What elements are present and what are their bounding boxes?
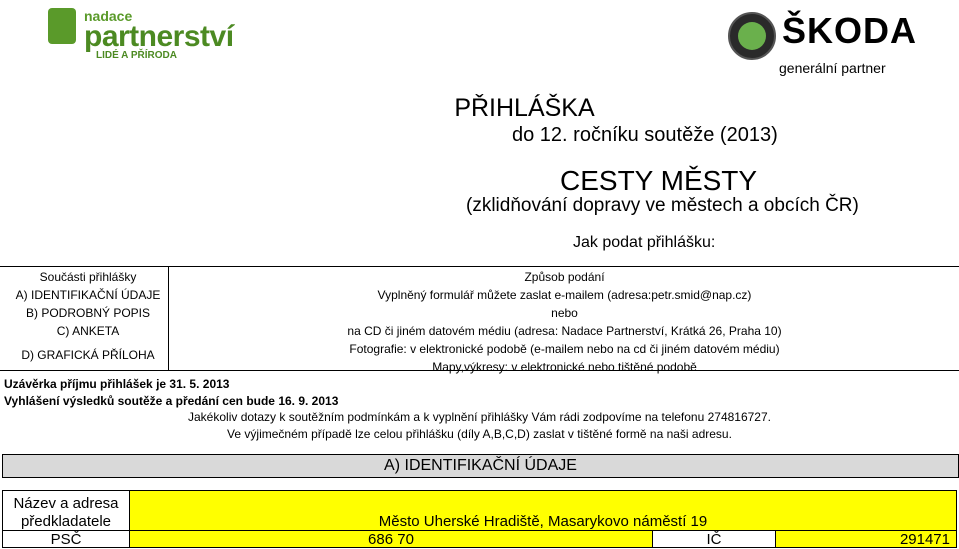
parts-column-header: Součásti přihlášky	[39, 270, 137, 284]
page-subtitle: do 12. ročníku soutěže (2013)	[512, 124, 778, 146]
psc-label: PSČ	[50, 531, 82, 548]
skoda-logo	[728, 8, 928, 60]
results-text: Vyhlášení výsledků soutěže a předání cen bude 16. 9. 2013	[4, 394, 339, 408]
part-c-label: C) ANKETA	[56, 324, 120, 338]
part-b-label: B) PODROBNÝ POPIS	[25, 306, 151, 320]
section-banner	[2, 454, 959, 478]
logo-big-text: partnerství	[84, 20, 234, 53]
name-address-label-line1: Název a adresa	[13, 495, 119, 512]
ic-label-cell	[652, 530, 776, 548]
skoda-emblem-icon	[728, 12, 776, 60]
partner-label: generální partner	[779, 60, 886, 76]
contest-title: CESTY MĚSTY	[560, 165, 758, 196]
part-a-method: Vyplněný formulář můžete zaslat e-mailem (adresa:petr.smid@nap.cz)	[377, 288, 752, 302]
part-d-label: D) GRAFICKÁ PŘÍLOHA	[21, 348, 155, 362]
part-c-method: na CD či jiném datovém médiu (adresa: Nadace Partnerství, Krátká 26, Praha 10)	[347, 324, 782, 338]
name-address-value: Město Uherské Hradiště, Masarykovo náměstí 19	[378, 513, 708, 530]
page-title: PŘIHLÁŠKA	[454, 94, 595, 122]
logo-tagline: LIDÉ A PŘÍRODA	[96, 50, 177, 61]
name-address-label-cell	[2, 490, 130, 531]
ic-value: 291471	[899, 531, 950, 548]
ic-label: IČ	[706, 531, 722, 548]
skoda-wordmark: ŠKODA	[782, 10, 918, 51]
leaf-icon	[48, 8, 76, 44]
logo-small-text: nadace	[84, 8, 133, 24]
part-b-method: nebo	[551, 306, 578, 320]
nadace-partnerstvi-logo	[48, 6, 248, 64]
part-a-label: A) IDENTIFIKAČNÍ ÚDAJE	[15, 288, 161, 302]
section-banner-title: A) IDENTIFIKAČNÍ ÚDAJE	[384, 457, 577, 474]
part-d-method-maps: Mapy,výkresy: v elektronické nebo tištěné podobě	[432, 360, 697, 374]
note-printed: Ve výjimečném případě lze celou přihlášku (díly A,B,C,D) zaslat v tištěné formě na naši adresu.	[227, 427, 732, 441]
psc-value: 686 70	[368, 531, 414, 548]
identification-table	[2, 490, 957, 548]
note-questions: Jakékoliv dotazy k soutěžním podmínkám a k vyplnění přihlášky Vám rádi zodpovíme na telefonu 274816727.	[188, 410, 771, 424]
howto-heading: Jak podat přihlášku:	[573, 234, 716, 251]
ic-field[interactable]	[775, 530, 957, 548]
deadline-text: Uzávěrka příjmu přihlášek je 31. 5. 2013	[4, 377, 230, 391]
name-address-field[interactable]	[129, 490, 957, 531]
psc-field[interactable]	[129, 530, 653, 548]
part-d-method-photos: Fotografie: v elektronické podobě (e-mailem nebo na cd či jiném datovém médiu)	[349, 342, 780, 356]
method-column-header: Způsob podání	[524, 270, 605, 284]
psc-label-cell	[2, 530, 130, 548]
name-address-label-line2: předkladatele	[20, 513, 112, 530]
contest-subtitle: (zklidňování dopravy ve městech a obcích ČR)	[466, 195, 859, 216]
